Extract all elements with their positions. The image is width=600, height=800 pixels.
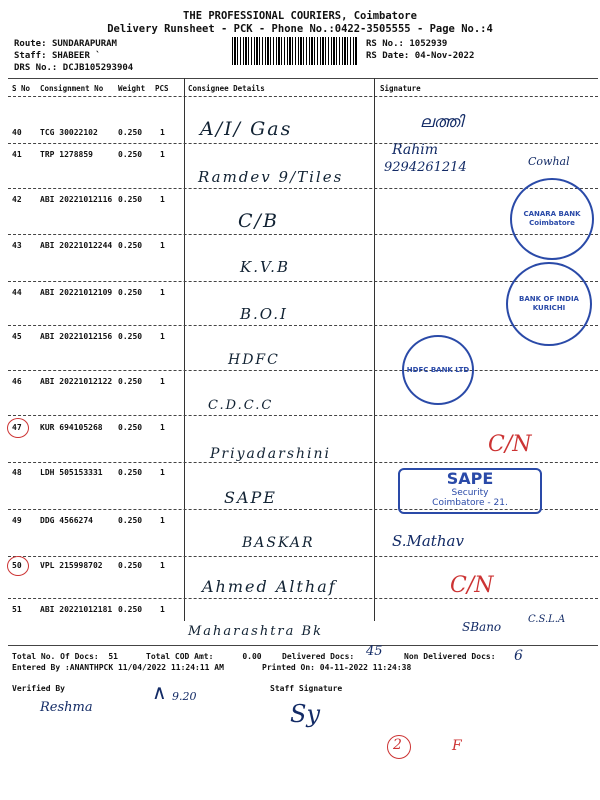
red-mark: F [452,738,462,754]
row-51-consignee: Maharashtra Bk [188,624,323,639]
row-50-signature: C/N [450,573,494,598]
row-42-pcs: 1 [160,195,165,204]
row-41-weight: 0.250 [118,150,143,159]
row-45-consignment: ABI 20221012156 [40,332,113,341]
row-40-sno: 40 [12,128,22,137]
rs-no-row: RS No.: 1052939 [366,39,448,49]
row-44-sno: 44 [12,288,22,297]
row-41-sno: 41 [12,150,22,159]
row-divider [8,598,598,599]
row-43-pcs: 1 [160,241,165,250]
row-47-consignee: Priyadarshini [210,446,332,462]
row-51-signature-note: C.S.L.A [528,614,566,625]
row-48-weight: 0.250 [118,468,143,477]
company-title: THE PROFESSIONAL COURIERS, Coimbatore [183,10,417,22]
bank-of-india-stamp: BANK OF INDIA KURICHI [506,262,592,346]
row-40-consignee: A/I/ Gas [200,118,293,140]
row-46-pcs: 1 [160,377,165,386]
row-44-consignee: B.O.I [240,305,288,323]
row-42-consignment: ABI 20221012116 [40,195,113,204]
row-48-consignee: SAPE [224,488,277,507]
row-44-weight: 0.250 [118,288,143,297]
row-47-consignment: KUR 694105268 [40,423,103,432]
table-bottom-border [8,645,598,646]
sape-security-stamp [398,468,542,514]
total-docs: Total No. Of Docs: 51 [12,652,118,661]
col-signature: Signature [380,84,421,93]
col-weight: Weight [118,84,146,93]
sape-stamp-name: SAPE [446,469,494,488]
sape-stamp-line2: Coimbatore - 21. [432,498,508,508]
verified-time: 9.20 [172,690,197,703]
row-43-sno: 43 [12,241,22,250]
sape-stamp-line1: Security [451,488,489,498]
rs-date-value: 04-Nov-2022 [414,51,475,61]
row-41-consignment: TRP 1278859 [40,150,93,159]
row-51-pcs: 1 [160,605,165,614]
row-49-pcs: 1 [160,516,165,525]
row-41-signature-phone: 9294261214 [384,160,467,175]
row-47-signature: C/N [488,432,532,457]
row-47-sno: 47 [12,423,22,432]
staff-signature: Sy [290,700,320,728]
row-40-consignment: TCG 30022102 [40,128,98,137]
row-divider [8,462,598,463]
total-cod: Total COD Amt: 0.00 [146,652,262,661]
row-43-consignee: K.V.B [240,258,290,276]
row-41-signature-name: Rahim [392,142,438,158]
row-51-sno: 51 [12,605,22,614]
row-46-consignment: ABI 20221012122 [40,377,113,386]
non-delivered-docs-label: Non Delivered Docs: [404,652,496,661]
col-consignee: Consignee Details [188,84,265,93]
non-delivered-docs-hand: 6 [514,648,523,664]
row-divider [8,143,598,144]
row-46-weight: 0.250 [118,377,143,386]
row-50-sno: 50 [12,561,22,570]
row-42-weight: 0.250 [118,195,143,204]
row-48-pcs: 1 [160,468,165,477]
row-42-consignee: C/B [238,210,279,232]
row-49-signature: S.Mathav [392,532,464,550]
row-45-consignee: HDFC [228,352,280,368]
row-42-sno: 42 [12,195,22,204]
row-51-weight: 0.250 [118,605,143,614]
header-divider [8,96,598,97]
verified-by-label: Verified By [12,684,65,693]
row-49-weight: 0.250 [118,516,143,525]
row-45-pcs: 1 [160,332,165,341]
row-51-consignment: ABI 20221012181 [40,605,113,614]
row-divider [8,188,598,189]
route-value: SUNDARAPURAM [51,39,117,49]
col-pcs: PCS [155,84,169,93]
row-46-consignee: C.D.C.C [208,398,274,413]
col-divider-consignee [184,78,185,621]
verified-by-signature: Reshma [40,700,93,715]
row-43-weight: 0.250 [118,241,143,250]
row-45-sno: 45 [12,332,22,341]
drs-value: DCJB105293904 [62,63,134,73]
row-47-weight: 0.250 [118,423,143,432]
runsheet-title: Delivery Runsheet - PCK - Phone No.:0422-3505555 - Page No.:4 [107,23,493,35]
route-row: Route: SUNDARAPURAM [14,39,117,49]
row-divider [8,370,598,371]
row-49-consignment: DDG 4566274 [40,516,93,525]
row-48-sno: 48 [12,468,22,477]
table-top-border [8,78,598,79]
page-count-number: 2 [393,737,402,753]
row-divider [8,415,598,416]
delivered-docs-hand: 45 [366,644,383,659]
col-divider-signature [374,78,375,621]
staff-value: SHABEER ` [51,51,101,61]
row-divider [8,281,598,282]
staff-signature-label: Staff Signature [270,684,343,693]
row-46-sno: 46 [12,377,22,386]
staff-row: Staff: SHABEER ` [14,51,101,61]
entered-by: Entered By :ANANTHPCK 11/04/2022 11:24:11 AM [12,663,224,672]
row-48-consignment: LDH 505153331 [40,468,103,477]
row-49-sno: 49 [12,516,22,525]
barcode [232,37,357,65]
row-41-pcs: 1 [160,150,165,159]
row-divider [8,234,598,235]
row-43-consignment: ABI 20221012244 [40,241,113,250]
canara-bank-stamp: CANARA BANK Coimbatore [510,178,594,260]
row-divider [8,325,598,326]
row-40-pcs: 1 [160,128,165,137]
row-45-weight: 0.250 [118,332,143,341]
rs-no-value: 1052939 [409,39,448,49]
row-50-consignee: Ahmed Althaf [202,577,337,596]
row-50-pcs: 1 [160,561,165,570]
row-40-weight: 0.250 [118,128,143,137]
row-divider [8,556,598,557]
col-sno: S No [12,84,31,93]
row-51-signature: SBano [462,620,502,634]
row-50-weight: 0.250 [118,561,143,570]
verified-mark: ∧ [152,680,167,704]
row-41-signature-note: Cowhal [528,155,570,168]
printed-on: Printed On: 04-11-2022 11:24:38 [262,663,412,672]
row-41-consignee: Ramdev 9/Tiles [198,168,344,186]
drs-row: DRS No.: DCJB105293904 [14,63,134,73]
row-49-consignee: BASKAR [242,535,315,551]
delivered-docs-label: Delivered Docs: [282,652,355,661]
rs-date-row: RS Date: 04-Nov-2022 [366,51,475,61]
row-44-pcs: 1 [160,288,165,297]
row-44-consignment: ABI 20221012109 [40,288,113,297]
row-47-pcs: 1 [160,423,165,432]
col-consignment: Consignment No [40,84,104,93]
row-40-signature: ലത്തി [420,112,463,131]
hdfc-bank-stamp: HDFC BANK LTD [402,335,474,405]
row-50-consignment: VPL 215998702 [40,561,103,570]
